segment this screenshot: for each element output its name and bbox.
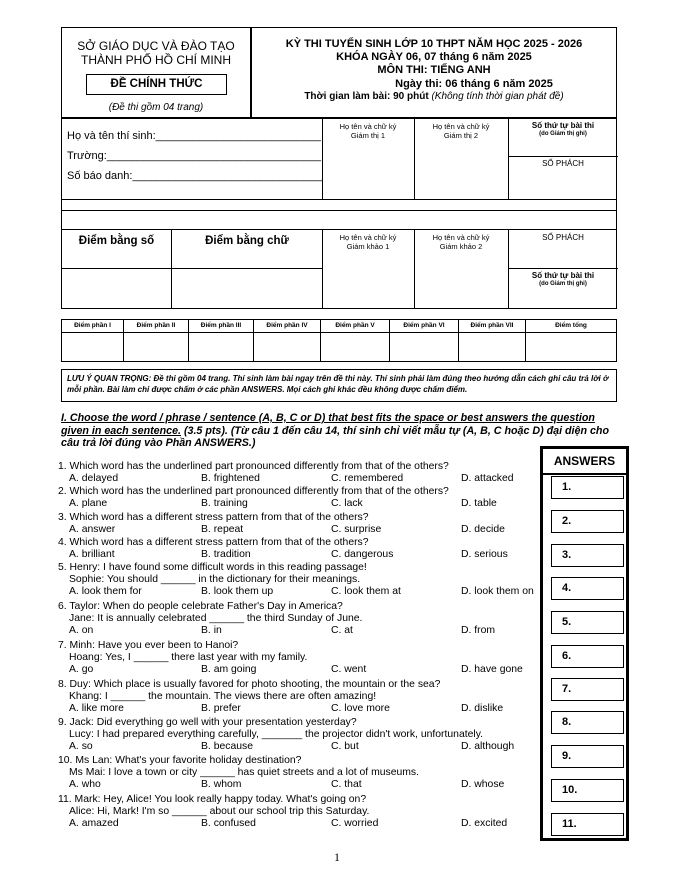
exam-order-note: (do Giám thị ghi) <box>539 131 587 137</box>
answer-option: A. delayed <box>69 473 119 484</box>
answer-option: C. dangerous <box>331 549 394 560</box>
department-name: SỞ GIÁO DỤC VÀ ĐÀO TẠO <box>77 39 235 53</box>
answers-title: ANSWERS <box>543 449 626 475</box>
answer-option: A. brilliant <box>69 549 115 560</box>
answer-option: A. answer <box>69 524 116 535</box>
part-score-cell[interactable] <box>254 333 321 361</box>
question-dialogue: Khang: I ______ the mountain. The views there are often amazing! <box>69 691 377 702</box>
question-dialogue: Jane: It is annually celebrated ______ the third Sunday of June. <box>69 613 363 624</box>
part-score-cell[interactable] <box>390 333 459 361</box>
grading-order-label: Số thứ tự bài thi <box>531 271 595 280</box>
answer-option: A. so <box>69 741 93 752</box>
question-text: 7. Minh: Have you ever been to Hanoi? <box>58 640 239 651</box>
answer-option: A. who <box>69 779 101 790</box>
question-item <box>58 601 548 641</box>
official-exam-label: ĐỀ CHÍNH THỨC <box>86 74 227 95</box>
page-count-note: (Đề thi gồm 04 trang) <box>108 102 204 113</box>
answer-option: C. that <box>331 779 362 790</box>
important-note: LƯU Ý QUAN TRỌNG: Đề thi gồm 04 trang. Thí sinh làm bài ngay trên đề thi này. Thí sinh phải làm đúng theo hướng dẫn cách ghi câu trả lời ở mỗi phần. Bài làm chỉ được chấm ở các phần ANSWERS. Mọi cách ghi khác đều không được chấm điểm. <box>61 369 617 402</box>
answer-option: C. look them at <box>331 586 401 597</box>
part-score-header: Điểm phần II <box>124 320 189 332</box>
part-score-header: Điểm phần I <box>62 320 124 332</box>
answer-option: A. like more <box>69 703 124 714</box>
exam-title: KỲ THI TUYỂN SINH LỚP 10 THPT NĂM HỌC 2025 - 2026 <box>285 38 583 50</box>
examiner-1-label: Họ tên và chữ ký Giám khảo 1 <box>339 233 397 251</box>
question-item <box>58 679 548 719</box>
question-text: 10. Ms Lan: What's your favorite holiday destination? <box>58 755 302 766</box>
answer-box[interactable]: 2. <box>551 510 624 533</box>
answer-option: C. went <box>331 664 367 675</box>
question-item <box>58 794 548 834</box>
part-score-header: Điểm phần VII <box>459 320 526 332</box>
question-text: 3. Which word has a different stress pattern from that of the others? <box>58 512 369 523</box>
answer-option: A. go <box>69 664 94 675</box>
answer-option: D. whose <box>461 779 505 790</box>
answer-option: D. have gone <box>461 664 523 675</box>
grading-order-note: (do Giám thị ghi) <box>539 281 587 287</box>
exam-subject: MÔN THI: TIẾNG ANH <box>377 64 491 76</box>
answer-option: A. plane <box>69 498 108 509</box>
answer-option: B. tradition <box>201 549 251 560</box>
question-text: 4. Which word has a different stress pattern from that of the others? <box>58 537 369 548</box>
answer-box[interactable]: 10. <box>551 779 624 802</box>
question-dialogue: Lucy: I had prepared everything carefully, _______ the projector didn't work, unfortunately. <box>69 729 484 740</box>
exam-dates: KHÓA NGÀY 06, 07 tháng 6 năm 2025 <box>336 51 532 63</box>
question-text: 6. Taylor: When do people celebrate Father's Day in America? <box>58 601 343 612</box>
question-item <box>58 640 548 680</box>
answer-option: B. because <box>201 741 253 752</box>
answer-option: B. am going <box>201 664 257 675</box>
part-score-cell[interactable] <box>124 333 189 361</box>
question-text: 8. Duy: Which place is usually favored for photo shooting, the mountain or the sea? <box>58 679 441 690</box>
answer-option: B. training <box>201 498 248 509</box>
score-words-label: Điểm bằng chữ <box>205 235 289 247</box>
answer-option: B. repeat <box>201 524 244 535</box>
question-item <box>58 717 548 757</box>
answer-option: C. lack <box>331 498 363 509</box>
question-dialogue: Sophie: You should ______ in the dictionary for their meanings. <box>69 574 361 585</box>
answer-option: B. in <box>201 625 222 636</box>
answer-box[interactable]: 7. <box>551 678 624 701</box>
question-text: 11. Mark: Hey, Alice! You look really happy today. What's going on? <box>58 794 367 805</box>
exam-day: Ngày thi: 06 tháng 6 năm 2025 <box>395 78 553 90</box>
answer-box[interactable]: 4. <box>551 577 624 600</box>
candidate-number-field: Số báo danh:_______________________________ <box>67 170 323 182</box>
answer-option: C. worried <box>331 818 379 829</box>
city-name: THÀNH PHỐ HỒ CHÍ MINH <box>81 53 231 67</box>
answer-option: B. confused <box>201 818 256 829</box>
answer-option: D. dislike <box>461 703 504 714</box>
question-text: 5. Henry: I have found some difficult words in this reading passage! <box>58 562 367 573</box>
part-scores-table <box>61 319 617 362</box>
part-score-cell[interactable] <box>459 333 526 361</box>
part-score-header: Điểm tổng <box>555 322 587 329</box>
answer-option: D. from <box>461 625 496 636</box>
answer-option: D. look them on <box>461 586 534 597</box>
answer-option: C. love more <box>331 703 390 714</box>
answer-box[interactable]: 6. <box>551 645 624 668</box>
answer-option: D. table <box>461 498 497 509</box>
answer-box[interactable]: 1. <box>551 476 624 499</box>
answer-option: D. attacked <box>461 473 514 484</box>
question-dialogue: Ms Mai: I love a town or city ______ has quiet streets and a lot of museums. <box>69 767 419 778</box>
answer-box[interactable]: 9. <box>551 745 624 768</box>
part-score-header: Điểm phần IV <box>254 320 321 332</box>
answer-option: D. excited <box>461 818 508 829</box>
section-1-title: I. Choose the word / phrase / sentence (A, B, C or D) that best fits the space or best answers the question given in each sentence. (3.5 pts). (Từ câu 1 đến câu 14, thí sinh chỉ viết mẫu tự (A, B, C hoặc D) đại diện cho câu trả lời đúng vào Phần ANSWERS.) <box>61 412 609 449</box>
grading-box <box>61 229 617 309</box>
question-dialogue: Alice: Hi, Mark! I'm so ______ about our school trip this Saturday. <box>69 806 370 817</box>
supervisor-1-label: Họ tên và chữ ký Giám thị 1 <box>339 122 397 140</box>
candidate-name-field: Họ và tên thí sinh:___________________________ <box>67 130 321 142</box>
answer-option: C. remembered <box>331 473 404 484</box>
answers-panel <box>540 446 629 841</box>
examiner-2-label: Họ tên và chữ ký Giám khảo 2 <box>432 233 490 251</box>
answer-option: D. decide <box>461 524 505 535</box>
answer-option: D. serious <box>461 549 508 560</box>
answer-option: B. prefer <box>201 703 241 714</box>
answer-option: B. look them up <box>201 586 274 597</box>
answer-option: A. look them for <box>69 586 142 597</box>
question-dialogue: Hoang: Yes, I ______ there last year with my family. <box>69 652 308 663</box>
answer-option: C. but <box>331 741 359 752</box>
answer-option: C. at <box>331 625 353 636</box>
part-score-header: Điểm phần III <box>189 320 254 332</box>
supervisor-2-label: Họ tên và chữ ký Giám thị 2 <box>432 122 490 140</box>
exam-duration: Thời gian làm bài: 90 phút (Không tính thời gian phát đề) <box>304 91 564 102</box>
answer-option: C. surprise <box>331 524 382 535</box>
grading-phach-label: SỐ PHÁCH <box>542 233 584 242</box>
answer-box[interactable]: 11. <box>551 813 624 836</box>
question-item <box>58 562 548 602</box>
answer-option: A. on <box>69 625 94 636</box>
answer-option: A. amazed <box>69 818 119 829</box>
phach-label: SỐ PHÁCH <box>542 159 584 168</box>
answer-box[interactable]: 3. <box>551 544 624 567</box>
part-score-cell[interactable] <box>189 333 254 361</box>
exam-order-label: Số thứ tự bài thi <box>531 121 595 130</box>
question-item <box>58 755 548 795</box>
part-score-header: Điểm phần VI <box>390 320 459 332</box>
answer-option: D. although <box>461 741 515 752</box>
part-score-cell[interactable] <box>62 333 124 361</box>
header-left-box <box>61 27 251 118</box>
question-text: 9. Jack: Did everything go well with your presentation yesterday? <box>58 717 357 728</box>
part-score-header: Điểm phần V <box>321 320 390 332</box>
school-field: Trường:___________________________________ <box>67 150 321 162</box>
score-number-label: Điểm bằng số <box>78 235 155 247</box>
page-number: 1 <box>334 850 340 864</box>
header-right-box <box>251 27 617 118</box>
answer-option: B. frightened <box>201 473 260 484</box>
answer-box[interactable]: 5. <box>551 611 624 634</box>
question-text: 2. Which word has the underlined part pronounced differently from that of the others? <box>58 486 449 497</box>
part-score-cell[interactable] <box>321 333 390 361</box>
part-score-cell[interactable] <box>526 333 616 361</box>
answer-box[interactable]: 8. <box>551 711 624 734</box>
question-text: 1. Which word has the underlined part pronounced differently from that of the others? <box>58 461 449 472</box>
answer-option: B. whom <box>201 779 242 790</box>
candidate-info-box <box>61 118 617 200</box>
